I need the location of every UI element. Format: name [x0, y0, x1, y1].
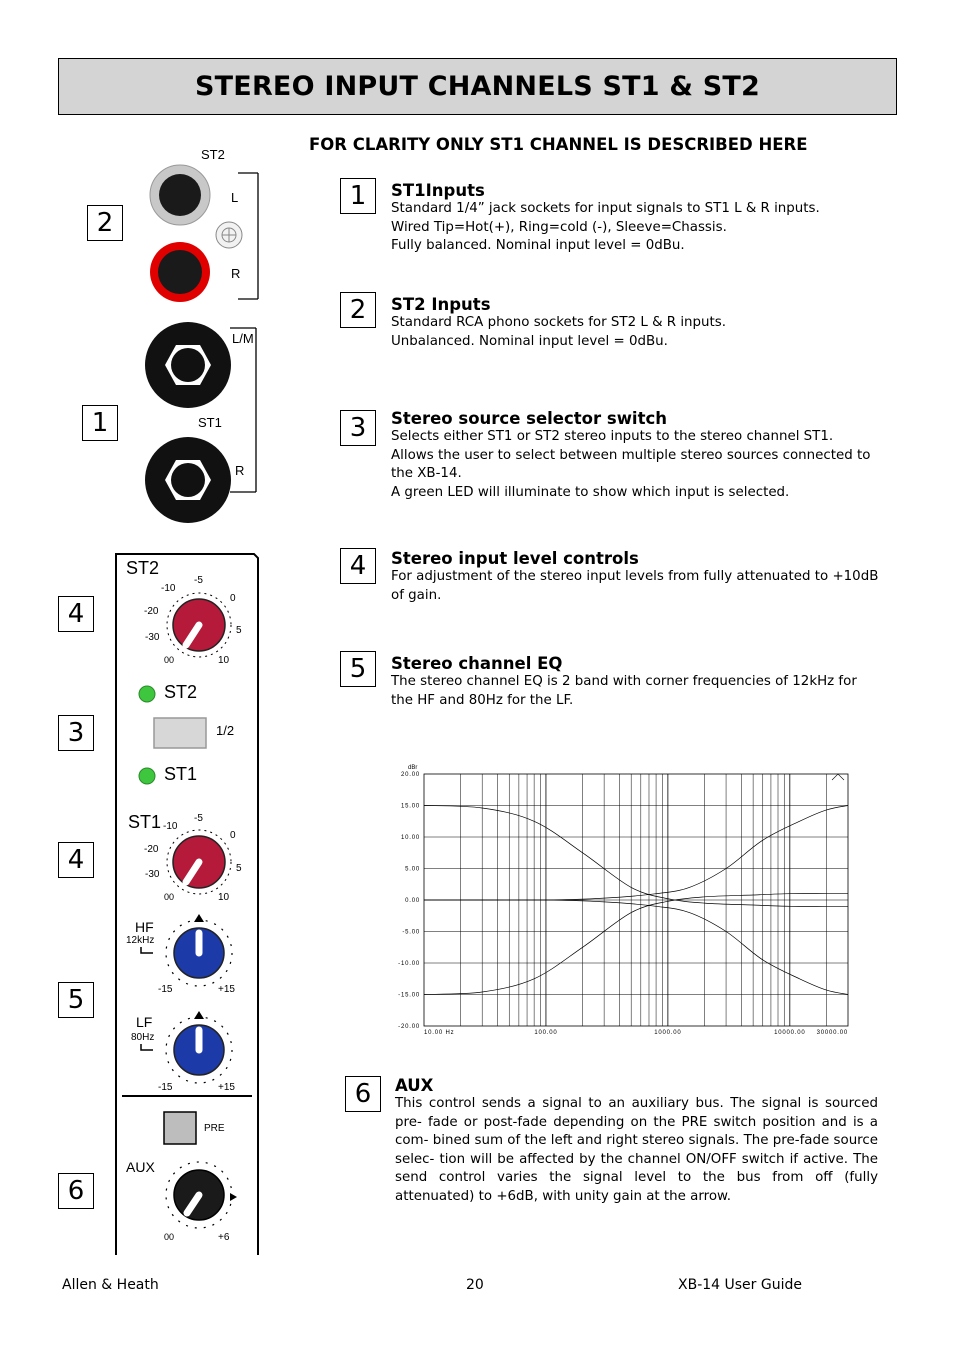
st2-socket-label: ST2: [201, 147, 225, 162]
lf-label: LF: [136, 1014, 153, 1030]
chart-x-ticks: [424, 1030, 848, 1036]
svg-text:-5: -5: [194, 813, 203, 824]
svg-text:-20: -20: [144, 844, 159, 855]
st1-led: [139, 768, 155, 784]
marker-5: 5: [58, 982, 94, 1018]
svg-text:-10: -10: [161, 583, 176, 594]
section-2-title: ST2 Inputs: [391, 295, 491, 314]
section-4: [391, 549, 878, 605]
lf-eq-knob: [166, 1011, 232, 1083]
led-st1-label: ST1: [164, 764, 198, 784]
page-subtitle: FOR CLARITY ONLY ST1 CHANNEL IS DESCRIBED HERE: [309, 135, 808, 154]
y-tick-label: 0.00: [405, 898, 420, 904]
y-tick-label: -10.00: [398, 961, 420, 967]
y-tick-label: -15.00: [398, 992, 420, 999]
section-6: [395, 1076, 878, 1206]
svg-text:-20: -20: [144, 606, 159, 617]
chart-corner-icon: [832, 774, 844, 780]
st2-level-knob: [167, 593, 231, 657]
switch-label: 1/2: [216, 723, 235, 738]
x-tick-label: 1000.00: [654, 1030, 682, 1036]
section-4-title: Stereo input level controls: [391, 549, 639, 568]
pre-switch: [164, 1112, 196, 1144]
section-6-body: This control sends a signal to an auxiliary bus. The signal is sourced pre- fade or post-fade depending on the PRE switch position and is a com- bined sum of the left and right stereo signals. The pre-fade source selec- tion will be affected by the channel ON/OFF switch if active. The send control varies the signal level to the bus from off (fully attenuated) to +6dB, with unity gain at the arrow.: [395, 1096, 878, 1204]
svg-text:-10: -10: [163, 821, 178, 832]
section-4-body: For adjustment of the stereo input levels from fully attenuated to +10dB of gain.: [391, 569, 879, 603]
marker-4b: 4: [58, 842, 94, 878]
y-tick-label: 10.00: [400, 835, 420, 841]
svg-text:5: 5: [236, 863, 242, 874]
source-selector-switch: [154, 718, 206, 748]
svg-text:10: 10: [218, 655, 230, 666]
page-title: STEREO INPUT CHANNELS ST1 & ST2: [195, 71, 760, 102]
section-1-number: 1: [340, 178, 376, 214]
st1-level-knob: [167, 830, 231, 894]
section-2: [391, 295, 726, 351]
footer-right: XB-14 User Guide: [678, 1277, 802, 1293]
svg-text:10: 10: [218, 892, 230, 903]
section-6-number: 6: [345, 1076, 381, 1112]
aux-send-knob: [166, 1162, 237, 1228]
hf-eq-knob: [166, 914, 232, 986]
x-tick-label: 30000.00: [816, 1030, 848, 1036]
footer-page-number: 20: [466, 1277, 484, 1293]
jack-socket-r: [145, 437, 231, 523]
channel-panel-illustration: [110, 140, 270, 1260]
x-tick-label: 100.00: [534, 1030, 558, 1036]
rca-socket-right: [150, 242, 210, 302]
svg-text:0: 0: [230, 593, 236, 604]
section-3-number: 3: [340, 410, 376, 446]
st1-r-label: R: [235, 463, 245, 478]
section-3: [391, 409, 870, 502]
y-tick-label: -5.00: [402, 929, 420, 936]
y-tick-label: 5.00: [405, 866, 420, 873]
x-tick-label: 10.00 Hz: [424, 1030, 455, 1036]
st2-l-label: L: [231, 190, 239, 205]
section-2-number: 2: [340, 292, 376, 328]
section-3-title: Stereo source selector switch: [391, 409, 668, 428]
section-1-body: Standard 1/4” jack sockets for input signals to ST1 L & R inputs. Wired Tip=Hot(+), Ring=cold (-), Sleeve=Chassis. Fully balanced. Nominal input level = 0dBu.: [391, 201, 820, 253]
ground-screw-icon: [216, 222, 242, 248]
marker-4a: 4: [58, 596, 94, 632]
chart-y-ticks: [398, 772, 420, 1030]
st2-led: [139, 686, 155, 702]
y-tick-label: 15.00: [400, 803, 420, 810]
svg-text:-30: -30: [145, 632, 160, 643]
rca-socket-left: [150, 165, 210, 225]
svg-text:00: 00: [164, 892, 175, 902]
section-3-body: Selects either ST1 or ST2 stereo inputs to the stereo channel ST1. Allows the user to select between multiple stereo sources connected to the XB-14. A green LED will illuminate to show which input is selected.: [391, 429, 871, 500]
marker-6: 6: [58, 1173, 94, 1209]
y-tick-label: 20.00: [400, 772, 420, 778]
st1-socket-label: ST1: [198, 415, 222, 430]
hf-freq: 12kHz: [126, 935, 155, 946]
svg-text:-30: -30: [145, 869, 160, 880]
svg-text:0: 0: [230, 830, 236, 841]
hf-min: -15: [158, 984, 173, 995]
footer-left: Allen & Heath: [62, 1277, 159, 1293]
section-4-number: 4: [340, 548, 376, 584]
section-5-number: 5: [340, 651, 376, 687]
chart-ylabel: dBr: [408, 765, 418, 771]
section-1: [391, 181, 820, 256]
marker-1: 1: [82, 405, 118, 441]
pre-label: PRE: [204, 1123, 225, 1134]
marker-2: 2: [87, 205, 123, 241]
y-tick-label: -20.00: [398, 1024, 420, 1030]
strip-st1-label: ST1: [128, 812, 162, 832]
led-st2-label: ST2: [164, 682, 198, 702]
section-5: [391, 654, 857, 710]
st1-lm-label: L/M: [232, 331, 254, 346]
lf-min: -15: [158, 1082, 173, 1093]
x-tick-label: 10000.00: [774, 1030, 806, 1036]
svg-text:00: 00: [164, 655, 175, 665]
aux-max: +6: [218, 1232, 230, 1243]
hf-max: +15: [218, 984, 235, 995]
section-5-title: Stereo channel EQ: [391, 654, 563, 673]
eq-response-chart: [392, 758, 858, 1040]
strip-st2-label: ST2: [126, 558, 160, 578]
lf-max: +15: [218, 1082, 235, 1093]
aux-min: 00: [164, 1232, 175, 1242]
marker-3: 3: [58, 715, 94, 751]
page-header: [58, 58, 897, 115]
hf-label: HF: [135, 919, 154, 935]
svg-text:-5: -5: [194, 575, 203, 586]
lf-freq: 80Hz: [131, 1032, 155, 1043]
section-1-title: ST1Inputs: [391, 181, 485, 200]
aux-label: AUX: [126, 1159, 155, 1175]
section-6-title: AUX: [395, 1076, 434, 1095]
svg-text:5: 5: [236, 625, 242, 636]
jack-socket-lm: [145, 322, 231, 408]
section-5-body: The stereo channel EQ is 2 band with corner frequencies of 12kHz for the HF and 80Hz for the LF.: [391, 674, 857, 708]
st2-r-label: R: [231, 266, 241, 281]
section-2-body: Standard RCA phono sockets for ST2 L & R inputs. Unbalanced. Nominal input level = 0dBu.: [391, 315, 727, 349]
